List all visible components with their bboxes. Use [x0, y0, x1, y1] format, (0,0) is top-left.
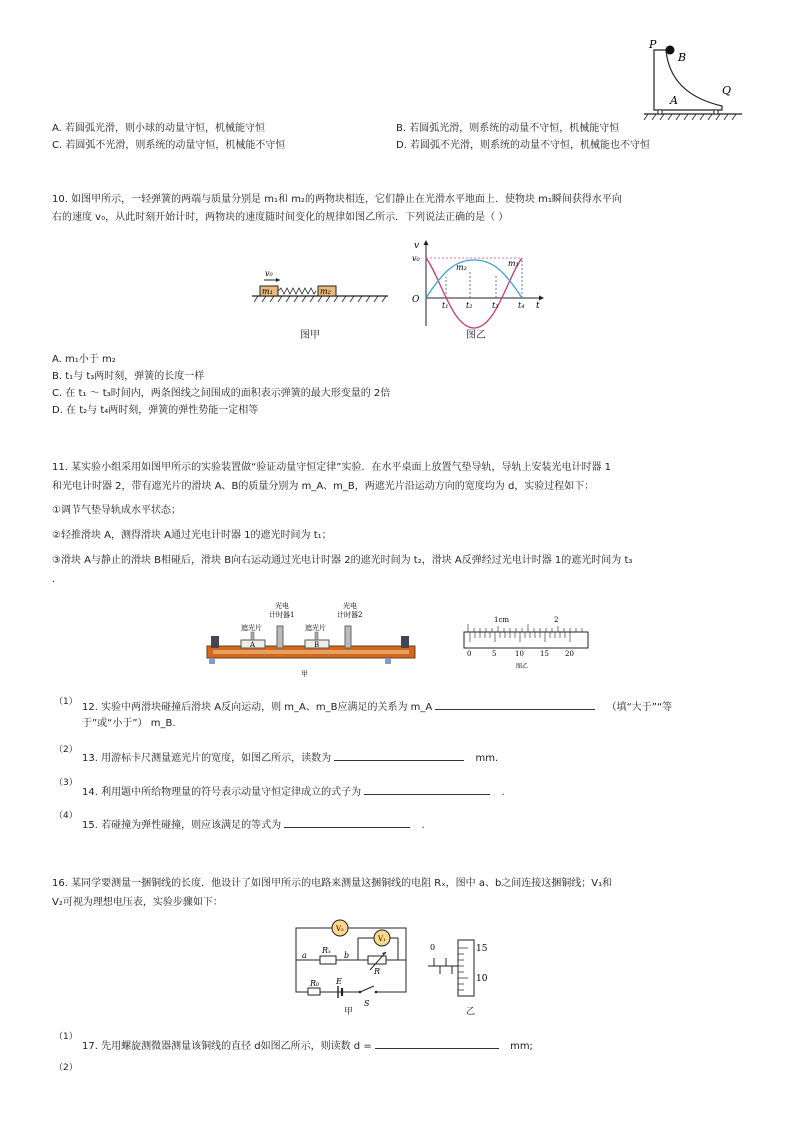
- q11-sub4-blank[interactable]: [284, 815, 410, 828]
- q10-figure-jia: [250, 258, 390, 314]
- q11-sub1-blank[interactable]: [435, 697, 595, 710]
- q11-step-3-end: .: [52, 574, 56, 585]
- label-E: E: [336, 977, 342, 986]
- label-Q: Q: [722, 84, 732, 97]
- q11-sub3-index: （3）: [54, 778, 78, 788]
- q11-sub2-text: 13. 用游标卡尺测量遮光片的宽度，如图乙所示，读数为 mm.: [82, 748, 498, 767]
- label-P: P: [649, 38, 657, 51]
- label-R: R: [374, 967, 381, 976]
- label-t-axis: t: [536, 301, 540, 311]
- fig-jia-caption: 甲: [301, 670, 308, 678]
- q11-figure-vernier: [462, 612, 590, 670]
- timer1-line2: 计时器1: [269, 611, 295, 619]
- q16-micrometer: [424, 936, 504, 998]
- vernier-1cm: 1cm: [494, 616, 510, 624]
- micrometer-10: 10: [476, 974, 488, 984]
- label-b: b: [344, 951, 350, 960]
- timer2-line1: 光电: [343, 602, 357, 610]
- vernier-5: 5: [492, 650, 497, 658]
- q10-stem-line2: 右的速度 v₀，从此时刻开始计时，两物块的速度随时间变化的规律如图乙所示．下列说法正确的是（ ）: [52, 212, 509, 223]
- q16-sub2-index: （2）: [54, 1063, 78, 1073]
- q10-fig2-caption: 图乙: [466, 330, 486, 341]
- q10-option-a: A. m₁小于 m₂: [52, 354, 116, 365]
- q9-option-a: A. 若圆弧光滑，则小球的动量守恒，机械能守恒: [52, 123, 266, 134]
- q11-stem-line2: 和光电计时器 2，带有遮光片的滑块 A、B的质量分别为 m_A、m_B，两遮光片沿运动方向的宽度均为 d，实验过程如下：: [52, 481, 595, 492]
- timer2-line2: 计时器2: [337, 611, 363, 619]
- q11-figure-jia: [205, 598, 420, 680]
- label-Rx: Rₓ: [322, 946, 331, 955]
- micrometer-0: 0: [430, 943, 436, 952]
- label-t3: t₃: [492, 301, 499, 310]
- q10-option-d: D. 在 t₂与 t₄两时刻，弹簧的弹性势能一定相等: [52, 405, 259, 416]
- slider-a-label: A: [250, 641, 256, 649]
- q11-sub1-text: 12. 实验中两滑块碰撞后滑块 A反向运动，则 m_A、m_B应满足的关系为 m_A （填“大于”“等: [82, 697, 672, 716]
- q10-stem-line1: 10. 如图甲所示，一轻弹簧的两端与质量分别是 m₁和 m₂的两物块相连，它们静止在光滑水平地面上．使物块 m₁瞬间获得水平向: [52, 194, 622, 205]
- q16-sub1-text: 17. 先用螺旋测微器测量该铜线的直径 d如图乙所示，则读数 d = mm;: [82, 1036, 533, 1055]
- timer1-line1: 光电: [275, 602, 289, 610]
- label-a: a: [302, 951, 307, 960]
- q16-circuit: [290, 916, 410, 1016]
- vernier-0: 0: [467, 650, 472, 658]
- label-curve-m2: m₂: [456, 263, 467, 272]
- vernier-20: 20: [565, 650, 574, 658]
- label-m1: m₁: [262, 287, 273, 296]
- q10-option-b: B. t₁与 t₃两时刻，弹簧的长度一样: [52, 371, 205, 382]
- q11-sub2-blank[interactable]: [334, 748, 464, 761]
- label-t1: t₁: [442, 301, 449, 310]
- label-V2: V₂: [336, 925, 344, 933]
- label-curve-m1: m₁: [508, 259, 519, 268]
- q11-step-1: ①调节气垫导轨成水平状态；: [52, 505, 181, 516]
- label-V1: V₁: [378, 935, 386, 943]
- q10-option-c: C. 在 t₁ ～ t₃时间内，两条图线之间围成的面积表示弹簧的最大形变量的 2倍: [52, 388, 391, 399]
- q11-stem-line1: 11. 某实验小组采用如图甲所示的实验装置做“验证动量守恒定律”实验．在水平桌面上放置气垫导轨，导轨上安装光电计时器 1: [52, 462, 611, 473]
- q11-sub3-text: 14. 利用题中所给物理量的符号表示动量守恒定律成立的式子为 .: [82, 782, 505, 801]
- q11-sub3-blank[interactable]: [364, 782, 490, 795]
- q11-sub4-index: （4）: [54, 811, 78, 821]
- q9-figure: [636, 36, 746, 124]
- label-R0: R₀: [310, 979, 320, 988]
- label-origin: O: [412, 295, 420, 305]
- q16-sub1-index: （1）: [54, 1032, 78, 1042]
- q16-fig-jia-caption: 甲: [344, 1007, 354, 1017]
- q9-option-b: B. 若圆弧光滑，则系统的动量不守恒，机械能守恒: [396, 123, 620, 134]
- vernier-2: 2: [554, 616, 559, 624]
- shade1-label: 遮光片: [241, 624, 262, 632]
- q9-option-d: D. 若圆弧不光滑，则系统的动量不守恒，机械能也不守恒: [396, 140, 651, 151]
- label-t4: t₄: [518, 301, 525, 310]
- q11-sub1-line2: 于”或“小于”） m_B.: [82, 718, 176, 729]
- label-A: A: [670, 94, 678, 107]
- vernier-10: 10: [515, 650, 524, 658]
- label-v0: v₀: [265, 269, 273, 278]
- label-v-axis: v: [414, 241, 420, 251]
- q11-sub4-text: 15. 若碰撞为弹性碰撞，则应该满足的等式为 .: [82, 815, 425, 834]
- q11-step-2: ②轻推滑块 A，测得滑块 A通过光电计时器 1的遮光时间为 t₁；: [52, 530, 332, 541]
- q16-stem-line1: 16. 某同学要测量一捆铜线的长度．他设计了如图甲所示的电路来测量这捆铜线的电阻 Rₓ，图中 a、b之间连接这捆铜线；V₁和: [52, 878, 613, 889]
- q16-stem-line2: V₂可视为理想电压表，实验步骤如下：: [52, 897, 223, 908]
- micrometer-15: 15: [476, 944, 488, 954]
- label-t2: t₂: [466, 301, 473, 310]
- slider-b-label: B: [314, 641, 320, 649]
- q10-fig1-caption: 图甲: [300, 330, 320, 341]
- q11-step-3: ③滑块 A与静止的滑块 B相碰后，滑块 B向右运动通过光电计时器 2的遮光时间为 t₂，滑块 A反弹经过光电计时器 1的遮光时间为 t₃: [52, 555, 633, 566]
- q9-option-c: C. 若圆弧不光滑，则系统的动量守恒，机械能不守恒: [52, 140, 286, 151]
- fig-yi-caption: 图乙: [516, 663, 529, 670]
- q10-figure-yi: [400, 236, 550, 330]
- label-B: B: [678, 51, 687, 64]
- q16-sub1-blank[interactable]: [375, 1036, 499, 1049]
- label-m2: m₂: [320, 287, 331, 296]
- vernier-15: 15: [540, 650, 549, 658]
- q16-fig-yi-caption: 乙: [466, 1007, 476, 1017]
- shade2-label: 遮光片: [305, 624, 326, 632]
- q11-sub1-index: （1）: [54, 697, 78, 707]
- q11-sub2-index: （2）: [54, 745, 78, 755]
- label-v0-axis: v₀: [412, 254, 420, 263]
- label-S: S: [364, 999, 370, 1008]
